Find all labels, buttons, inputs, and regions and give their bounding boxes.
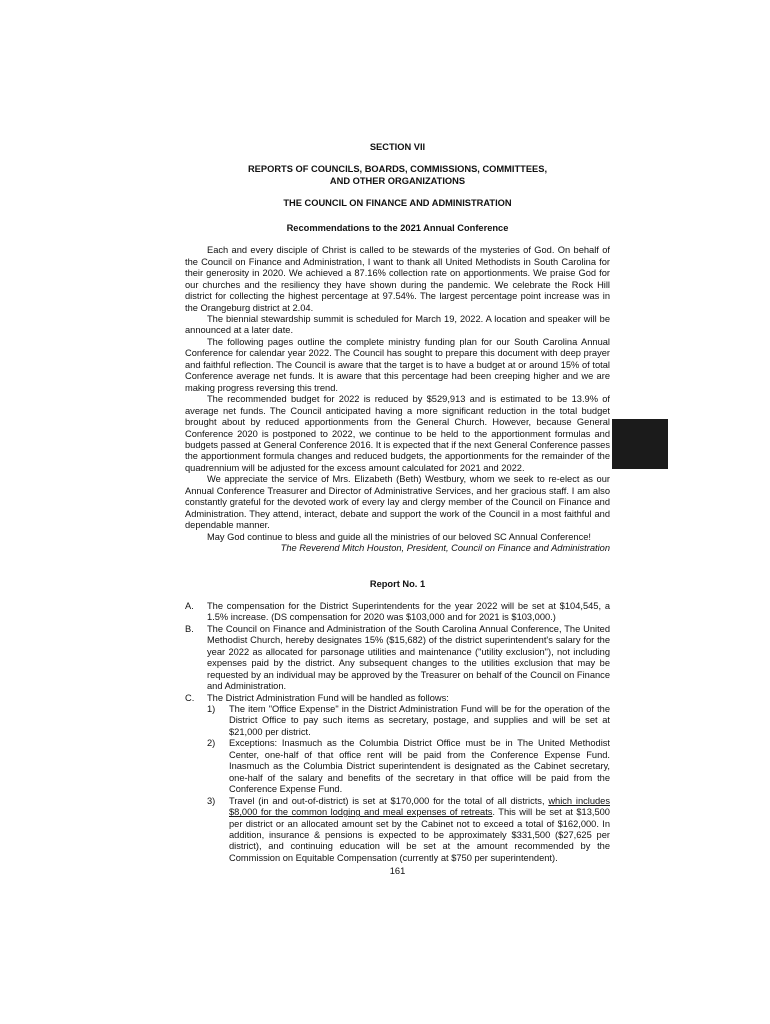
- sub-item-3: [185, 796, 610, 865]
- item-text: The Council on Finance and Administration of the South Carolina Annual Conference, The United Methodist Church, hereby designates 15% ($15,682) of the district superintendent's salary for the year 2022 as allocated for parsonage utilities and maintenance ("utility exclusion"), not including expenses paid by the district. Any subsequent changes to the utilities exclusion that may be requested by an individual may be approved by the Treasurer on behalf of the Council on Finance and Administration.: [207, 623, 610, 692]
- sub-item-2: [185, 738, 610, 795]
- intro-paragraph-1: Each and every disciple of Christ is called to be stewards of the mysteries of God. On behalf of the Council on Finance and Administration, I want to thank all United Methodists in South Carolina for their generosity in 2020. We achieved a 87.16% collection rate on apportionments. We praise God for our churches and the resiliency they have shown during the pandemic. We celebrate the Rock Hill district for collecting the highest percentage at 97.54%. The largest percentage point increase was in the Orangeburg district at 2.04.: [185, 245, 610, 313]
- intro-paragraph-6: May God continue to bless and guide all the ministries of our beloved SC Annual Conference!: [207, 531, 591, 542]
- intro-paragraph-3: The following pages outline the complete ministry funding plan for our South Carolina Annual Conference for calendar year 2022. The Council has sought to prepare this document with deep prayer and faithful reflection. The Council is aware that the target is to have a budget at or around 15% of total Conference average net funds. It is aware that this percentage had been creeping higher and we are making progress reversing this trend.: [185, 336, 610, 393]
- sub-item-text-start: Travel (in and out-of-district) is set at $170,000 for the total of all districts,: [229, 795, 549, 806]
- recommendations-heading: Recommendations to the 2021 Annual Conference: [286, 222, 509, 233]
- sub-item-label: 1): [207, 704, 216, 715]
- section-tab-marker: [612, 419, 668, 469]
- sub-item-text: The item "Office Expense" in the District Administration Fund will be for the operation of the District Office to pay such items as secretary, postage, and supplies and will be set at $21,000 per district.: [229, 704, 610, 737]
- sub-item-text-end: . This will be set at $13,500 per district or an allocated amount set by the Cabinet not to exceed a total of $162,000. In addition, insurance & pensions is expected to be approximately $331,500 ($27,625 per district), and continuing education will be set at the amount recommended by the Commission on Equitable Compensation (currently at $750 per superintendent).: [229, 807, 610, 863]
- intro-paragraph-2: The biennial stewardship summit is scheduled for March 19, 2022. A location and speaker will be announced at a later date.: [185, 313, 610, 336]
- intro-paragraph-4: The recommended budget for 2022 is reduced by $529,913 and is estimated to be 13.9% of average net funds. The Council anticipated having a more significant reduction in the total budget brought about by reduced apportionments from the General Church. However, because General Conference 2020 is postponed to 2022, we continue to be held to the apportionment formulas and budgets passed at General Conference 2016. It is expected that if the next General Conference passes the apportionment formula changes and reduced budgets, the apportionments for the remainder of the quadrennium will be adjusted for the excess amount calculated for 2021 and 2022.: [185, 394, 610, 473]
- report-item-c: [185, 693, 610, 704]
- reports-heading: [185, 164, 610, 187]
- document-page: [185, 142, 610, 878]
- item-text: The compensation for the District Superintendents for the year 2022 will be set at $104,545, a 1.5% increase. (DS compensation for 2020 was $103,000 and for 2021 is $103,000.): [207, 600, 610, 623]
- report-title: Report No. 1: [369, 578, 426, 589]
- section-heading: SECTION VII: [369, 142, 426, 152]
- item-label: A.: [185, 600, 194, 611]
- sub-item-1: [185, 704, 610, 738]
- sub-item-text-underlined: which includes $8,000 for the common lodging and meal expenses of retreats: [229, 795, 610, 818]
- report-items: [185, 601, 610, 864]
- sub-item-label: 2): [207, 738, 216, 749]
- signature: The Reverend Mitch Houston, President, Council on Finance and Administration: [280, 543, 610, 554]
- item-label: B.: [185, 623, 194, 634]
- sub-item-label: 3): [207, 795, 216, 806]
- reports-heading-line2: AND OTHER ORGANIZATIONS: [329, 175, 466, 186]
- item-text: The District Administration Fund will be handled as follows:: [207, 692, 449, 703]
- sub-item-text: Exceptions: Inasmuch as the Columbia District Office must be in The United Methodist Center, one-half of that office rent will be paid from the Conference Expense Fund. Inasmuch as the Columbia District superintendent is designated as the Cabinet secretary, one-half of the salary and benefits of the secretary in that office will be paid from the Conference Expense Fund.: [229, 738, 610, 795]
- report-item-a: [185, 601, 610, 624]
- report-item-b: [185, 624, 610, 693]
- intro-paragraph-5: We appreciate the service of Mrs. Elizabeth (Beth) Westbury, whom we seek to re-elect as our Annual Conference Treasurer and Director of Administrative Services, and her gracious staff. I am also constantly grateful for the devoted work of every lay and clergy member of the Council on Finance and Administration. They attend, interact, debate and support the work of the Council in a most faithful and dependable manner.: [185, 474, 610, 531]
- reports-heading-line1: REPORTS OF COUNCILS, BOARDS, COMMISSIONS, COMMITTEES,: [247, 164, 548, 175]
- sub-item-text: [229, 796, 610, 865]
- council-heading: THE COUNCIL ON FINANCE AND ADMINISTRATION: [283, 198, 512, 209]
- page-number: 161: [389, 866, 406, 877]
- item-label: C.: [185, 692, 195, 703]
